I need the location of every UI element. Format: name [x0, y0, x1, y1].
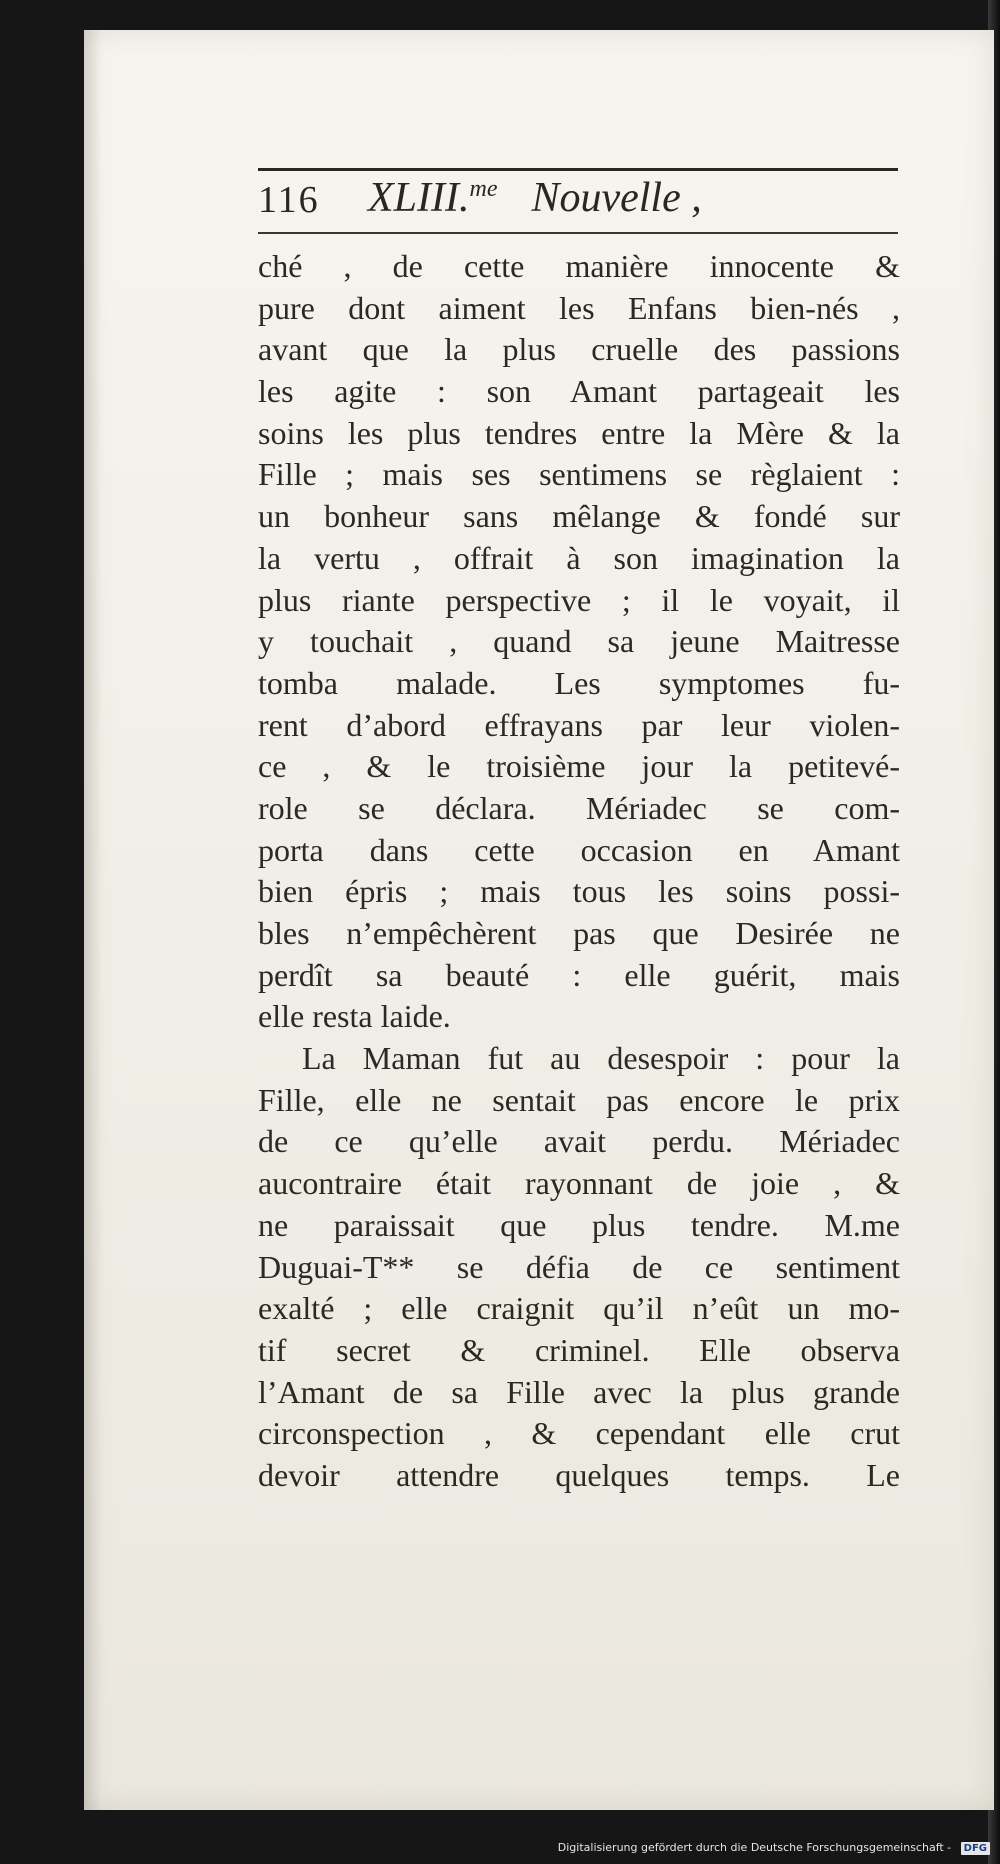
text-line-paragraph-start: La Maman fut au desespoir : pour la	[302, 1040, 900, 1077]
text-line: avant que la plus cruelle des passions	[258, 331, 900, 368]
text-line: devoir attendre quelques temps. Le	[258, 1456, 900, 1493]
text-line: Fille, elle ne sentait pas encore le prix	[258, 1081, 900, 1118]
text-line: un bonheur sans mêlange & fondé sur	[258, 498, 900, 535]
running-title	[368, 174, 702, 222]
header-rule-top	[258, 168, 898, 171]
credit-text: Digitalisierung gefördert durch die Deutsche Forschungsgemeinschaft -	[557, 1841, 952, 1854]
text-line: rent d’abord effrayans par leur violen-	[258, 706, 900, 743]
page-header	[258, 175, 898, 238]
text-line: role se déclara. Mériadec se com-	[258, 789, 900, 826]
text-line: bien épris ; mais tous les soins possi-	[258, 873, 900, 910]
text-line: perdît sa beauté : elle guérit, mais	[258, 956, 900, 993]
text-line: soins les plus tendres entre la Mère & la	[258, 414, 900, 451]
text-line: tomba malade. Les symptomes fu-	[258, 664, 900, 701]
text-line: Fille ; mais ses sentimens se règlaient :	[258, 456, 900, 493]
running-title-superscript: me	[469, 176, 498, 202]
text-line: de ce qu’elle avait perdu. Mériadec	[258, 1123, 900, 1160]
digitization-credit	[558, 1841, 990, 1855]
text-line: circonspection , & cependant elle crut	[258, 1415, 900, 1452]
text-line: Duguai-T** se défia de ce sentiment	[258, 1248, 900, 1285]
text-line: la vertu , offrait à son imagination la	[258, 539, 900, 576]
header-rule-bottom	[258, 232, 898, 234]
text-line: aucontraire était rayonnant de joie , &	[258, 1165, 900, 1202]
page-number: 116	[258, 179, 320, 221]
text-line: plus riante perspective ; il le voyait, il	[258, 581, 900, 618]
running-title-roman: XLIII.	[368, 175, 470, 221]
text-line: tif secret & criminel. Elle observa	[258, 1331, 900, 1368]
text-line: ché , de cette manière innocente &	[258, 248, 900, 284]
text-line: l’Amant de sa Fille avec la plus grande	[258, 1373, 900, 1410]
text-line: porta dans cette occasion en Amant	[258, 831, 900, 868]
text-line: pure dont aiment les Enfans bien-nés ,	[258, 289, 900, 326]
running-title-word: Nouvelle ,	[531, 175, 702, 221]
text-line: ne paraissait que plus tendre. M.me	[258, 1206, 900, 1243]
text-line: les agite : son Amant partageait les	[258, 373, 900, 410]
text-line: exalté ; elle craignit qu’il n’eût un mo-	[258, 1290, 900, 1327]
text-line: y touchait , quand sa jeune Maitresse	[258, 623, 900, 660]
text-line: ce , & le troisième jour la petitevé-	[258, 748, 900, 785]
dfg-logo-icon: DFG	[961, 1842, 990, 1855]
text-line: elle resta laide.	[258, 998, 451, 1035]
text-line: bles n’empêchèrent pas que Desirée ne	[258, 915, 900, 951]
body-text	[258, 246, 900, 1497]
